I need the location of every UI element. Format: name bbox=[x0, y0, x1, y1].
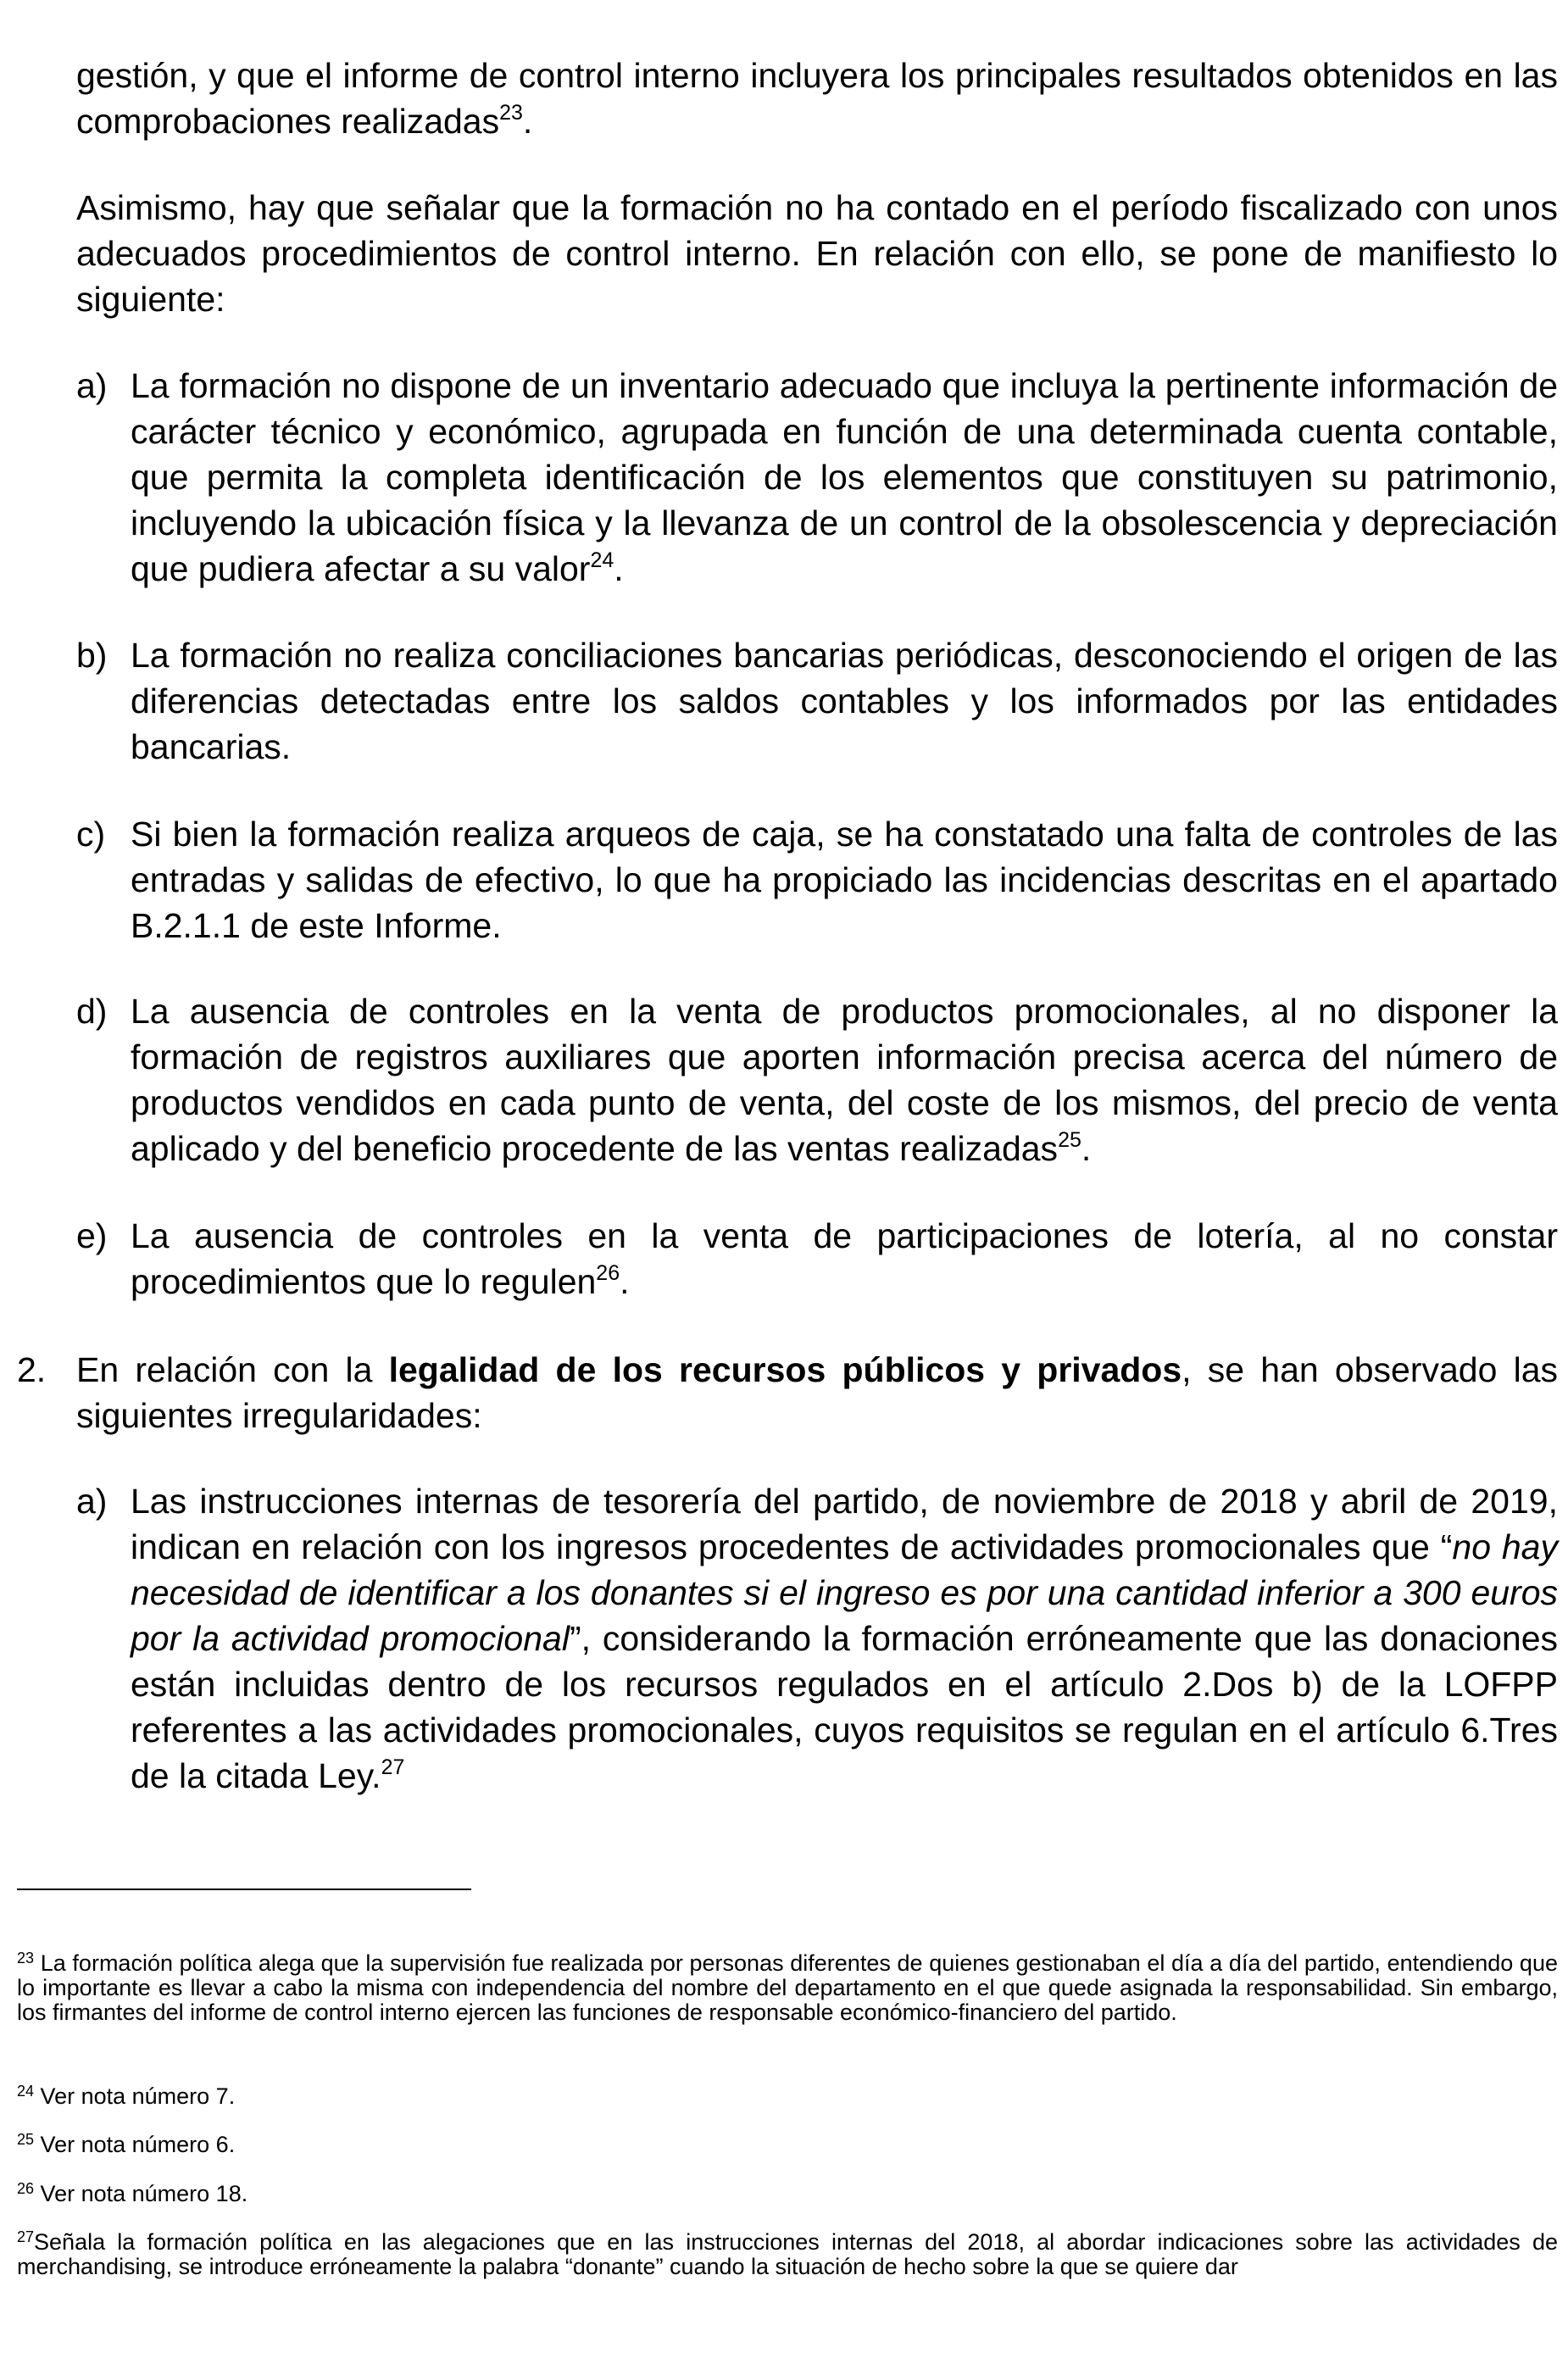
footnote-text: Ver nota número 7. bbox=[40, 2083, 236, 2109]
footnote-24 bbox=[17, 2084, 1558, 2109]
list-item-label: a) bbox=[76, 366, 108, 405]
section-2-post: , se han observado las siguientes irregularidades: bbox=[76, 1350, 1559, 1435]
list-item-end: . bbox=[614, 549, 624, 588]
footnote-text: Ver nota número 18. bbox=[40, 2181, 248, 2206]
list-item-a bbox=[76, 363, 1558, 592]
section-2-pre: En relación con la bbox=[76, 1350, 389, 1389]
section-2-text bbox=[76, 1347, 1558, 1438]
footnote-text: Ver nota número 6. bbox=[40, 2132, 236, 2157]
list-item-c bbox=[76, 811, 1558, 948]
item-2a-quote: no hay necesidad de identificar a los donantes si el ingreso es por una cantidad inferior a 300 euros por la actividad promocional bbox=[131, 1527, 1558, 1658]
section-2-bold: legalidad de los recursos públicos y privados bbox=[388, 1350, 1182, 1389]
footnote-ref-24[interactable]: 24 bbox=[590, 548, 614, 572]
footnote-27 bbox=[17, 2230, 1558, 2279]
list-item-end: . bbox=[1081, 1129, 1092, 1168]
list-item-end: . bbox=[620, 1262, 630, 1301]
footnote-26 bbox=[17, 2182, 1558, 2206]
item-2a-pre: Las instrucciones internas de tesorería del partido, de noviembre de 2018 y abril de 2019, indican en relación con los ingresos procedentes de actividades promocionales que “ bbox=[131, 1482, 1558, 1566]
list-item-body: La ausencia de controles en la venta de productos promocionales, al no disponer la formación de registros auxiliares que aporten información precisa acerca del número de productos vendidos en cada punto de venta, del coste de los mismos, del precio de venta aplicado y del beneficio procedente de las ventas realizadas bbox=[131, 992, 1558, 1168]
intro-continuation-text: gestión, y que el informe de control interno incluyera los principales resultados obtenidos en las comprobaciones realizadas bbox=[76, 56, 1558, 141]
list-item-label: b) bbox=[76, 636, 108, 675]
intro-continuation bbox=[76, 53, 1558, 144]
intro-paragraph: Asimismo, hay que señalar que la formación no ha contado en el período fiscalizado con unos adecuados procedimientos de control interno. En relación con ello, se pone de manifiesto lo siguiente: bbox=[76, 188, 1558, 319]
footnote-text: Señala la formación política en las alegaciones que en las instrucciones internas del 2018, al abordar indicaciones sobre las actividades de merchandising, se introduce erróneamente la palabra “donante” cuando la situación de hecho sobre la que se quiere dar bbox=[17, 2229, 1558, 2279]
list-item-label: d) bbox=[76, 992, 108, 1031]
list-item-text: La formación no realiza conciliaciones bancarias periódicas, desconociendo el origen de las diferencias detectadas entre los saldos contables y los informados por las entidades bancarias. bbox=[131, 636, 1558, 766]
footnote-number: 26 bbox=[17, 2180, 35, 2197]
list-item-text: Si bien la formación realiza arqueos de caja, se ha constatado una falta de controles de las entradas y salidas de efectivo, lo que ha propiciado las incidencias descritas en el apartado B.2.1.1 de este Informe. bbox=[131, 815, 1558, 945]
list-item-body: La formación no dispone de un inventario adecuado que incluya la pertinente información de carácter técnico y económico, agrupada en función de una determinada cuenta contable, que permita la completa identificación de los elementos que constituyen su patrimonio, incluyendo la ubicación física y la llevanza de un control de la obsolescencia y depreciación que pudiera afectar a su valor bbox=[131, 366, 1558, 588]
list-item-text bbox=[131, 988, 1558, 1171]
list-item-body: La ausencia de controles en la venta de participaciones de lotería, al no constar procedimientos que lo regulen bbox=[131, 1216, 1558, 1301]
list-item-text bbox=[131, 1213, 1558, 1304]
footnote-number: 27 bbox=[17, 2228, 35, 2245]
list-item-label: a) bbox=[76, 1482, 108, 1521]
list-item-d bbox=[76, 988, 1558, 1171]
list-item-text bbox=[131, 1478, 1558, 1799]
footnote-divider bbox=[17, 1889, 471, 1890]
footnote-ref-26[interactable]: 26 bbox=[596, 1261, 620, 1285]
footnote-number: 23 bbox=[17, 1950, 35, 1966]
list-item-b bbox=[76, 632, 1558, 770]
list-item-e bbox=[76, 1213, 1558, 1304]
intro-continuation-end: . bbox=[522, 102, 533, 141]
footnote-ref-25[interactable]: 25 bbox=[1058, 1128, 1081, 1152]
footnote-ref-27[interactable]: 27 bbox=[381, 1755, 405, 1779]
item-2a-post: ”, considerando la formación erróneamente que las donaciones están incluidas dentro de los recursos regulados en el artículo 2.Dos b) de la LOFPP referentes a las actividades promocionales, cuyos requisitos se regulan en el artículo 6.Tres de la citada Ley. bbox=[131, 1619, 1558, 1795]
section-2 bbox=[17, 1347, 1558, 1438]
footnote-23 bbox=[17, 1951, 1558, 2025]
list-item-label: c) bbox=[76, 815, 106, 854]
footnote-number: 24 bbox=[17, 2083, 35, 2100]
footnote-text: La formación política alega que la supervisión fue realizada por personas diferentes de quienes gestionaban el día a día del partido, entendiendo que lo importante es llevar a cabo la misma con independencia del nombre del departamento en el que quede asignada la responsabilidad. Sin embargo, los firmantes del informe de control interno ejercen las funciones de responsable económico-financiero del partido. bbox=[17, 1950, 1558, 2025]
footnote-number: 25 bbox=[17, 2131, 35, 2148]
list-item-label: e) bbox=[76, 1216, 108, 1255]
list-item-2a bbox=[76, 1478, 1558, 1799]
footnote-25 bbox=[17, 2133, 1558, 2157]
footnote-ref-23[interactable]: 23 bbox=[499, 101, 523, 125]
list-item-text bbox=[131, 363, 1558, 592]
section-number: 2. bbox=[17, 1350, 47, 1389]
